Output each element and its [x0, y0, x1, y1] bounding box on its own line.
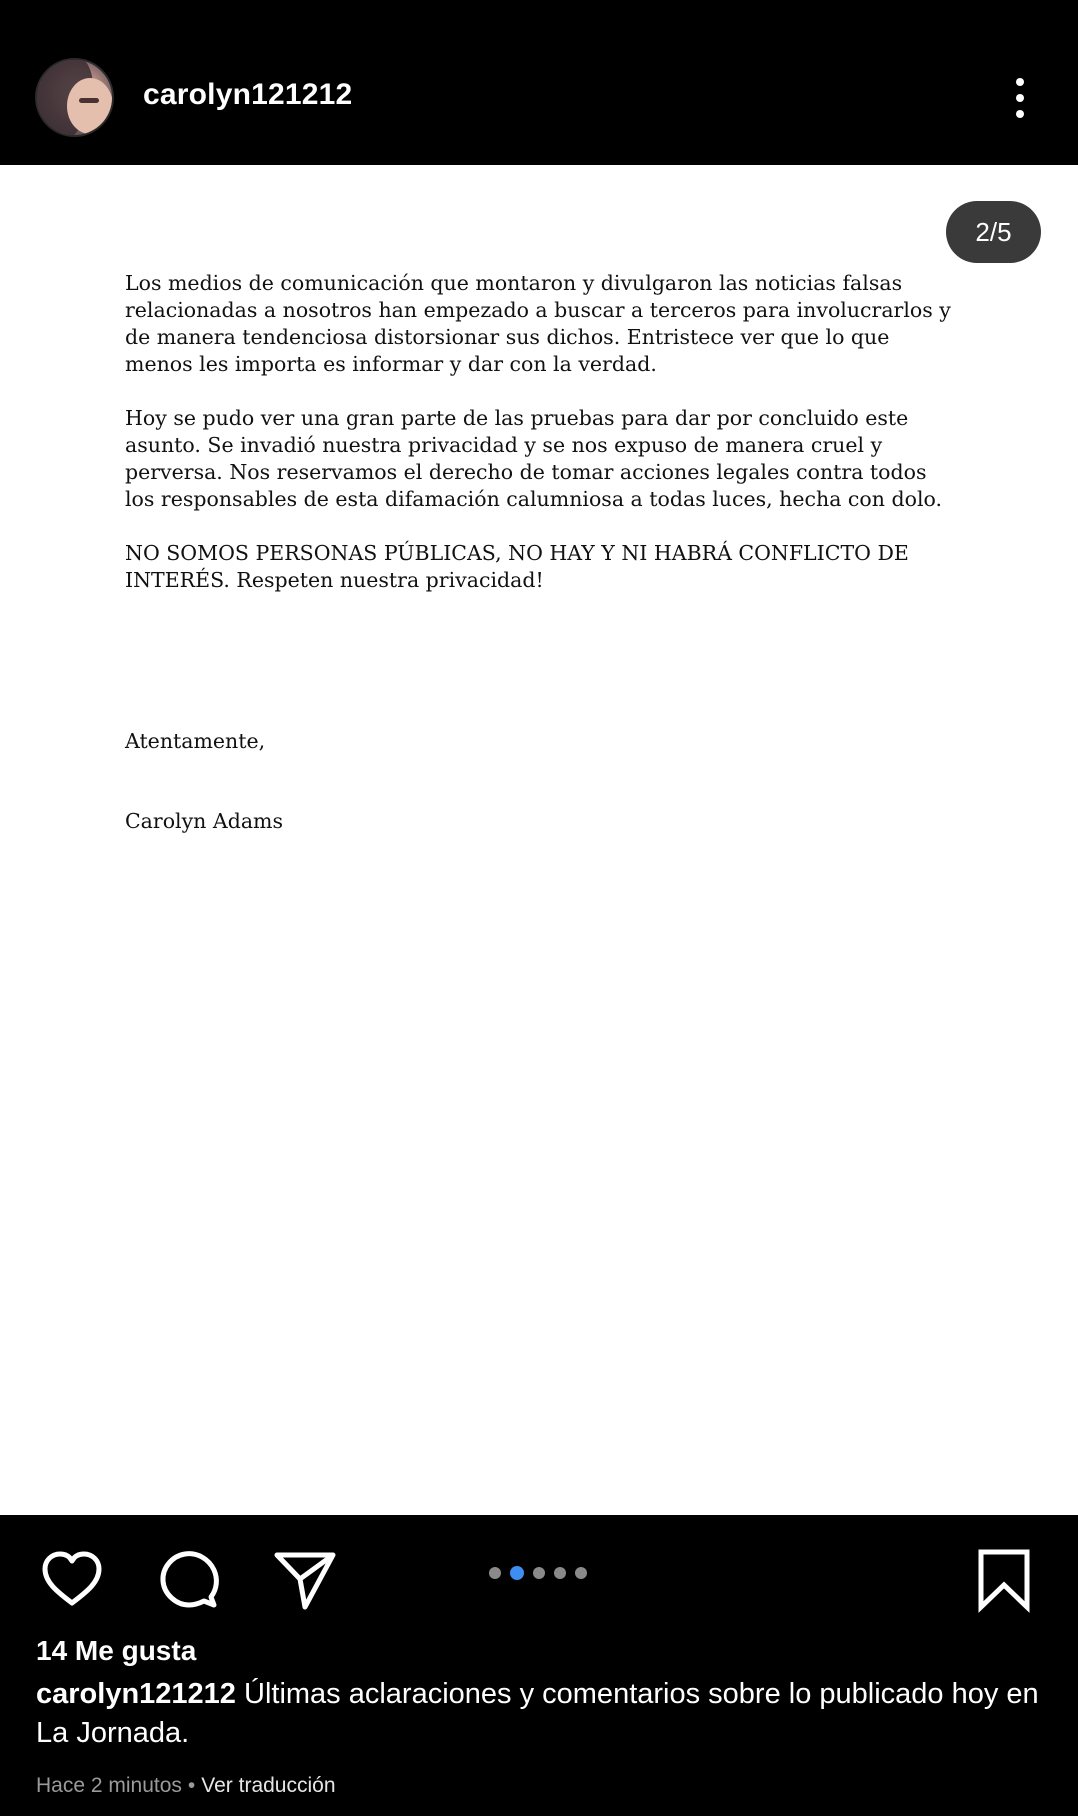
- post-image[interactable]: [0, 165, 1078, 1515]
- letter-paragraph-3: NO SOMOS PERSONAS PÚBLICAS, NO HAY Y NI HABRÁ CONFLICTO DE INTERÉS. Respeten nuestra privacidad!: [125, 541, 909, 592]
- post-time: Hace 2 minutos: [36, 1774, 182, 1797]
- caption-text: Últimas aclaraciones y comentarios sobre lo publicado hoy en La Jornada.: [36, 1678, 1039, 1749]
- carousel-dot: [510, 1566, 524, 1580]
- comment-bubble-icon[interactable]: [156, 1547, 222, 1613]
- post-caption: [36, 1675, 1046, 1753]
- post-meta: [36, 1774, 336, 1798]
- see-translation-link[interactable]: Ver traducción: [201, 1774, 336, 1797]
- avatar[interactable]: [35, 58, 114, 137]
- carousel-dot: [489, 1567, 501, 1579]
- meta-separator: •: [187, 1774, 196, 1797]
- avatar-eye: [79, 98, 99, 103]
- carousel-counter: 2/5: [946, 201, 1041, 263]
- send-icon[interactable]: [272, 1547, 338, 1613]
- like-count[interactable]: 14 Me gusta: [36, 1635, 197, 1666]
- action-bar: [0, 1515, 1078, 1625]
- post-footer: [0, 1515, 1078, 1816]
- letter-signature: Carolyn Adams: [125, 809, 284, 833]
- username[interactable]: carolyn121212: [143, 78, 353, 111]
- letter-document: [125, 270, 955, 833]
- heart-icon[interactable]: [39, 1547, 105, 1613]
- carousel-dot: [533, 1567, 545, 1579]
- letter-closing: Atentamente,: [125, 729, 266, 753]
- avatar-face: [67, 78, 113, 134]
- letter-paragraph-1: Los medios de comunicación que montaron y divulgaron las noticias falsas relacionadas a nosotros han empezado a buscar a terceros para involucrarlos y de manera tendenciosa distorsionar sus dichos. Entristece ver que lo que menos les importa es informar y dar con la verdad.: [125, 271, 951, 376]
- caption-username[interactable]: carolyn121212: [36, 1678, 236, 1710]
- more-vertical-icon[interactable]: [1002, 76, 1038, 120]
- carousel-dot: [554, 1567, 566, 1579]
- post-header: [0, 0, 1078, 165]
- bookmark-icon[interactable]: [971, 1547, 1037, 1613]
- carousel-indicator: [489, 1566, 587, 1580]
- letter-paragraph-2: Hoy se pudo ver una gran parte de las pruebas para dar por concluido este asunto. Se invadió nuestra privacidad y se nos expuso de manera cruel y perversa. Nos reservamos el derecho de tomar acciones legales contra todos los responsables de esta difamación calumniosa a todas luces, hecha con dolo.: [125, 406, 942, 511]
- carousel-dot: [575, 1567, 587, 1579]
